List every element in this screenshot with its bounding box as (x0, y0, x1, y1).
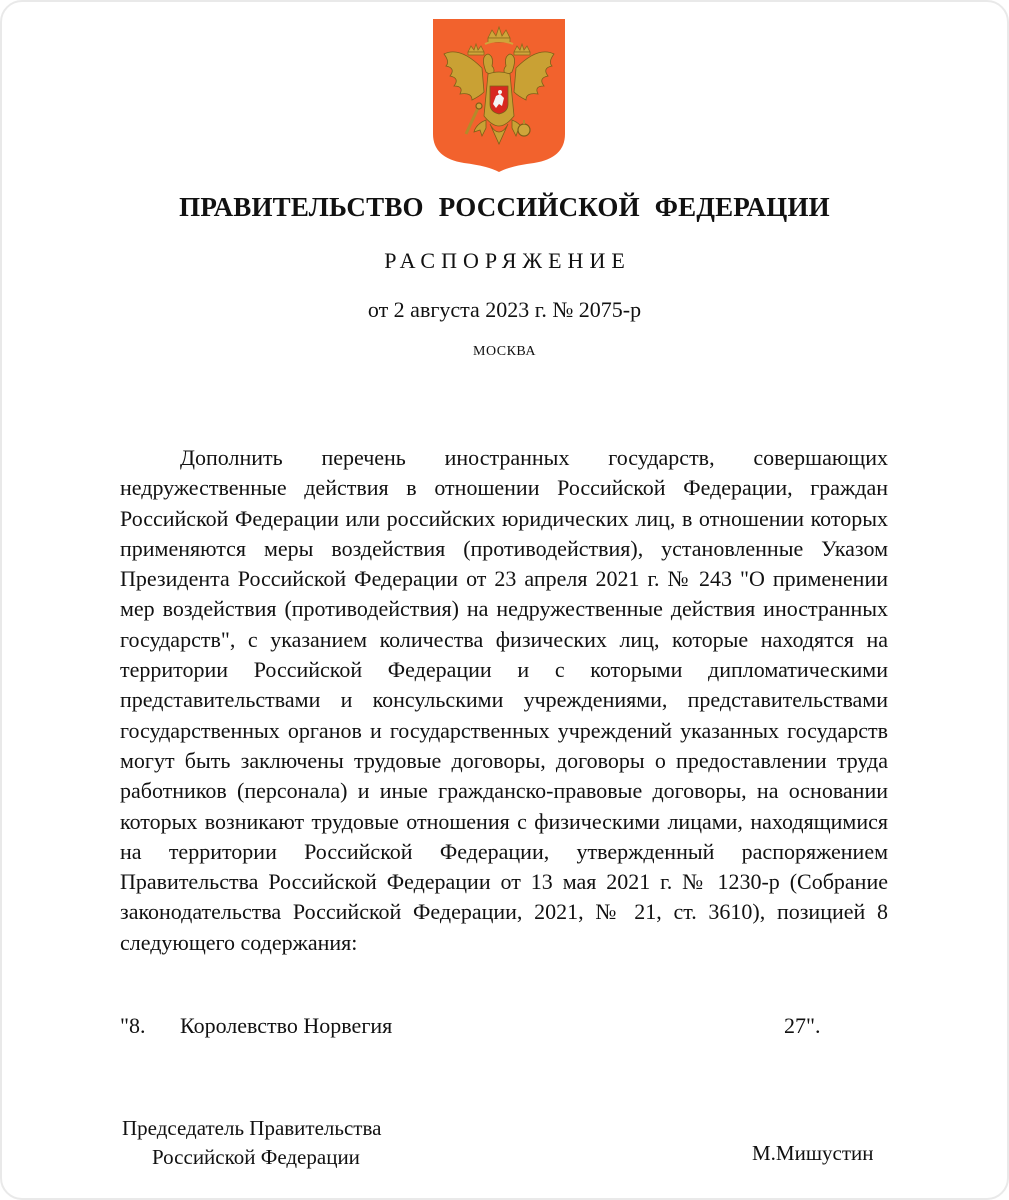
document-date-number: от 2 августа 2023 г. № 2075-р (367, 297, 642, 322)
document-title: ПРАВИТЕЛЬСТВО РОССИЙСКОЙ ФЕДЕРАЦИИ (179, 192, 830, 222)
signer-position (122, 1114, 381, 1172)
item-count: 27". (784, 1013, 821, 1038)
coat-of-arms-icon (430, 16, 568, 174)
signer-name: М.Мишустин (752, 1141, 874, 1165)
item-country: Королевство Норвегия (180, 1013, 393, 1038)
body-paragraph: Дополнить перечень иностранных государств, совершающих недружественные действия в отношении Российской Федерации, граждан Российской Федерации или российских юридических лиц, в отношении которых применяются меры воздействия (противодействия), установленные Указом Президента Российской Федерации от 23 апреля 2021 г. № 243 "О применении мер воздействия (противодействия) на недружественные действия иностранных государств", с указанием количества физических лиц, которые находятся на территории Российской Федерации и с которыми дипломатическими представительствами и консульскими учреждениями, представительствами государственных органов и государственных учреждений указанных государств могут быть заключены трудовые договоры, договоры о предоставлении труда работников (персонала) и иные гражданско-правовые договоры, на основании которых возникают трудовые отношения с физическими лицами, находящимися на территории Российской Федерации, утвержденный распоряжением Правительства Российской Федерации от 13 мая 2021 г. № 1230-р (Собрание законодательства Российской Федерации, 2021, № 21, ст. 3610), позицией 8 следующего содержания: (120, 445, 888, 955)
item-number: "8. (120, 1013, 146, 1038)
list-item (120, 1013, 888, 1043)
document-type: РАСПОРЯЖЕНИЕ (384, 248, 631, 273)
signer-position-line2: Российской Федерации (152, 1145, 360, 1169)
document-city: МОСКВА (473, 344, 536, 359)
signer-position-line1: Председатель Правительства (122, 1116, 382, 1140)
